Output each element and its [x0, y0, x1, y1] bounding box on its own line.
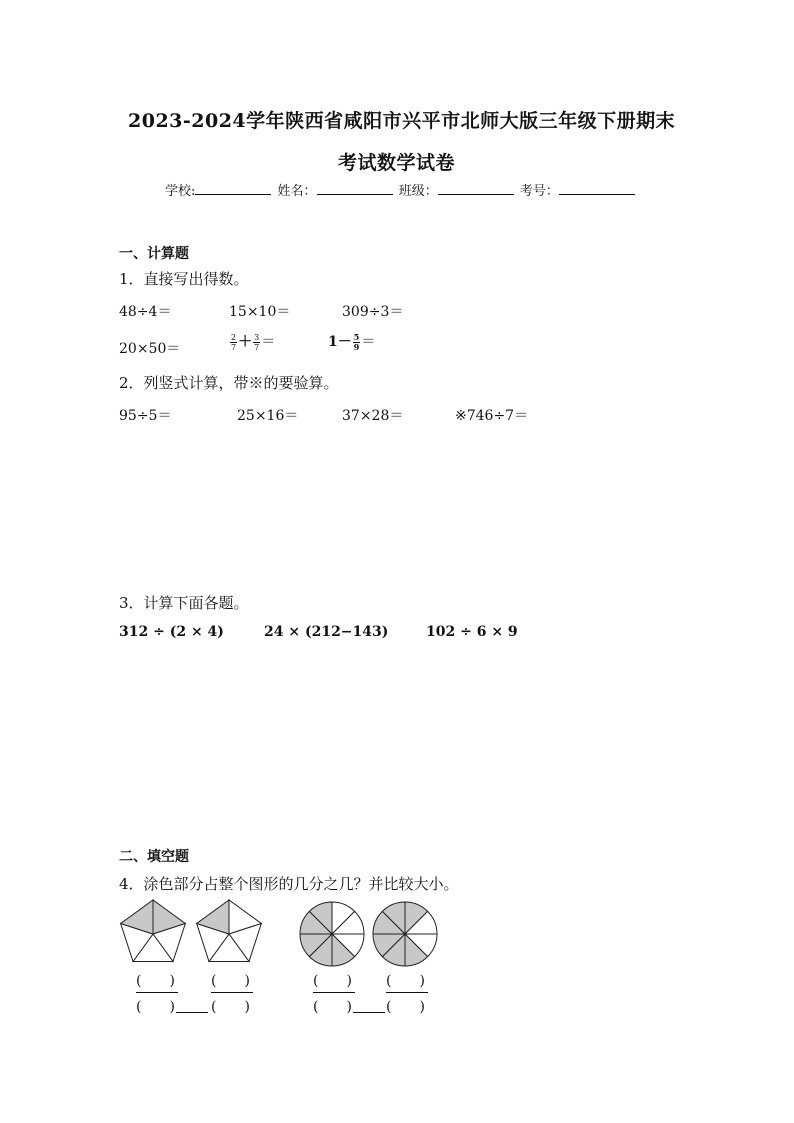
fraction: $\frac{5}{9}$ — [353, 331, 360, 352]
q3-item-3: 102 ÷ 6 × 9 — [426, 624, 518, 640]
circle-figure-3 — [300, 902, 364, 966]
q1-item-1: 48÷4＝ — [119, 304, 172, 320]
q1-item-5: $\frac{2}{7}$ ＋ $\frac{3}{7}$ ＝ — [231, 332, 276, 352]
q1-item-4: 20×50＝ — [119, 341, 181, 357]
question-2-prompt: 2．列竖式计算，带※的要验算。 — [119, 374, 339, 392]
compare-blank-1[interactable] — [176, 1012, 208, 1013]
section-heading-fill: 二、填空题 — [119, 849, 189, 865]
question-3-prompt: 3．计算下面各题。 — [119, 594, 249, 612]
fraction-bar-4 — [386, 992, 428, 993]
exam-no-blank[interactable] — [559, 182, 635, 195]
page-title-line2: 考试数学试卷 — [338, 152, 456, 174]
q2-item-3: 37×28＝ — [342, 408, 404, 424]
name-blank[interactable] — [317, 182, 393, 195]
fraction-bar-3 — [313, 992, 355, 993]
page-title: 2023-2024学年陕西省咸阳市兴平市北师大版三年级下册期末 — [128, 110, 676, 132]
answer-denominator-1[interactable]: ( ) — [136, 999, 175, 1015]
exam-no-label: 考号： — [519, 184, 559, 199]
answer-denominator-4[interactable]: ( ) — [386, 999, 425, 1015]
class-label: 班级： — [398, 184, 438, 199]
student-info-row — [165, 180, 637, 199]
fraction: $\frac{2}{7}$ — [231, 332, 237, 352]
q2-item-2: 25×16＝ — [237, 408, 299, 424]
school-label: 学校: — [165, 184, 196, 199]
compare-blank-2[interactable] — [353, 1012, 385, 1013]
q4-figures — [115, 896, 455, 970]
answer-numerator-3[interactable]: ( ) — [313, 973, 352, 989]
fraction-bar-2 — [211, 992, 253, 993]
answer-numerator-2[interactable]: ( ) — [211, 973, 250, 989]
name-label: 姓名： — [277, 184, 317, 199]
q2-item-1: 95÷5＝ — [119, 408, 172, 424]
question-1-prompt: 1．直接写出得数。 — [119, 270, 249, 288]
fraction-bar-1 — [136, 992, 178, 993]
school-blank[interactable] — [195, 182, 271, 195]
class-blank[interactable] — [438, 182, 514, 195]
q1-item-6: 1－ $\frac{5}{9}$ ＝ — [328, 331, 376, 352]
q1-item-2: 15×10＝ — [229, 304, 291, 320]
question-4-prompt: 4．涂色部分占整个图形的几分之几？并比较大小。 — [119, 875, 459, 893]
pentagon-figure-1 — [121, 900, 186, 962]
section-heading-calc: 一、计算题 — [119, 246, 189, 262]
q1-item-3: 309÷3＝ — [342, 304, 404, 320]
fraction: $\frac{3}{7}$ — [254, 332, 260, 352]
pentagon-figure-2 — [197, 900, 262, 962]
circle-figure-4 — [373, 902, 437, 966]
q2-item-4: ※746÷7＝ — [455, 408, 529, 424]
q3-item-2: 24 × (212−143) — [264, 624, 389, 640]
answer-denominator-2[interactable]: ( ) — [211, 999, 250, 1015]
answer-denominator-3[interactable]: ( ) — [313, 999, 352, 1015]
answer-numerator-1[interactable]: ( ) — [136, 973, 175, 989]
q3-item-1: 312 ÷ (2 × 4) — [119, 624, 224, 640]
answer-numerator-4[interactable]: ( ) — [386, 973, 425, 989]
